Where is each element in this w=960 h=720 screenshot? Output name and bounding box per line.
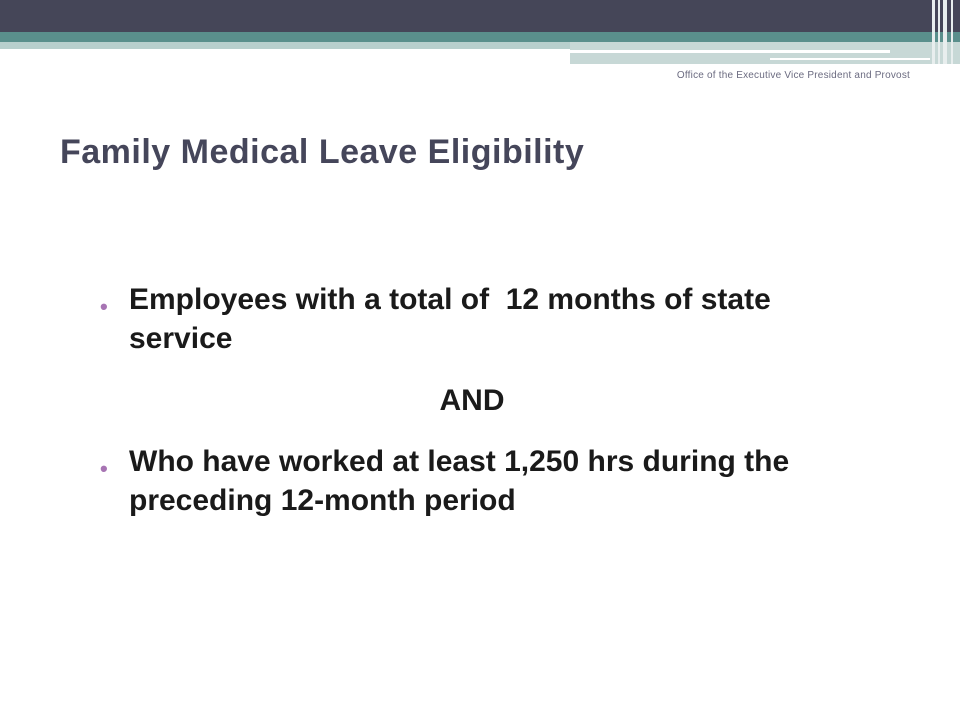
header-band-teal	[0, 32, 960, 42]
header-band-light	[0, 42, 570, 49]
bullet-list	[100, 280, 860, 520]
slide-title: Family Medical Leave Eligibility	[60, 133, 585, 171]
header-band-light-right	[570, 42, 960, 64]
bullet-text: Employees with a total of 12 months of state service	[129, 283, 780, 355]
bullet-item	[100, 442, 860, 520]
office-label: Office of the Executive Vice President and Provost	[676, 70, 910, 81]
header-vertical-stripes	[930, 0, 960, 64]
header-line-white-short	[770, 58, 930, 60]
bullet-text: Who have worked at least 1,250 hrs during the preceding 12-month period	[129, 445, 790, 517]
bullet-item	[100, 280, 860, 358]
header-band-dark	[0, 0, 960, 32]
and-connector: AND	[439, 384, 505, 417]
bullet-dot-icon: •	[100, 294, 108, 319]
header-line-white	[570, 50, 890, 53]
bullet-dot-icon: •	[100, 456, 108, 481]
